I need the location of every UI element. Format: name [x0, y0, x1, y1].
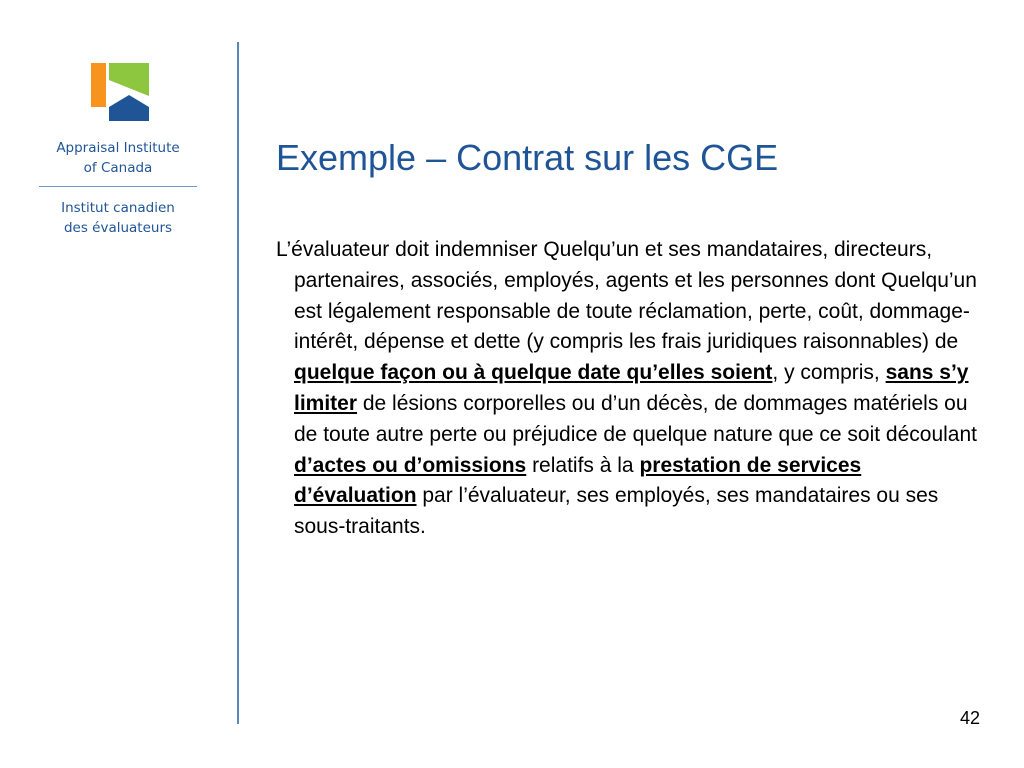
org-name-fr-line1: Institut canadien	[61, 200, 175, 216]
clause-text-part5: par l’évaluateur, ses employés, ses mandataires ou ses sous-traitants.	[294, 484, 939, 539]
clause-emphasis-without-limitation: sans s’y limiter	[294, 361, 969, 415]
clause-text-part1: L’évaluateur doit indemniser Quelqu’un et ses mandataires, directeurs, partenaires, associés, employés, agents et les personnes dont Quelqu’un est légalement responsable de toute réclamation, perte, coût, dommage-intérêt, dépense et dette (y compris les frais juridiques raisonnables) de	[276, 238, 977, 354]
clause-emphasis-appraisal-services: prestation de services d’évaluation	[294, 453, 862, 508]
clause-text-part4: relatifs à la	[526, 453, 640, 477]
clause-text-part2: , y compris,	[772, 361, 886, 385]
page-number: 42	[959, 708, 980, 728]
logo-divider	[39, 186, 197, 187]
clause-emphasis-acts-omissions: d’actes ou d’omissions	[294, 453, 527, 477]
slide-title: Exemple – Contrat sur les CGE	[276, 137, 779, 178]
logo-mark-icon	[91, 63, 149, 121]
clause-text-part3: de lésions corporelles ou d’un décès, de dommages matériels ou de toute autre perte ou préjudice de quelque nature que ce soit découlant	[294, 391, 978, 446]
org-name-fr-line2: des évaluateurs	[63, 220, 173, 236]
org-name-en-line1: Appraisal Institute	[56, 140, 180, 156]
organization-name-english	[30, 138, 206, 178]
contract-clause-paragraph	[276, 235, 980, 543]
vertical-divider	[237, 42, 239, 724]
clause-emphasis-any-manner: quelque façon ou à quelque date qu’elles soient	[294, 361, 773, 385]
org-name-en-line2: of Canada	[83, 160, 153, 176]
organization-name-french	[30, 198, 206, 238]
